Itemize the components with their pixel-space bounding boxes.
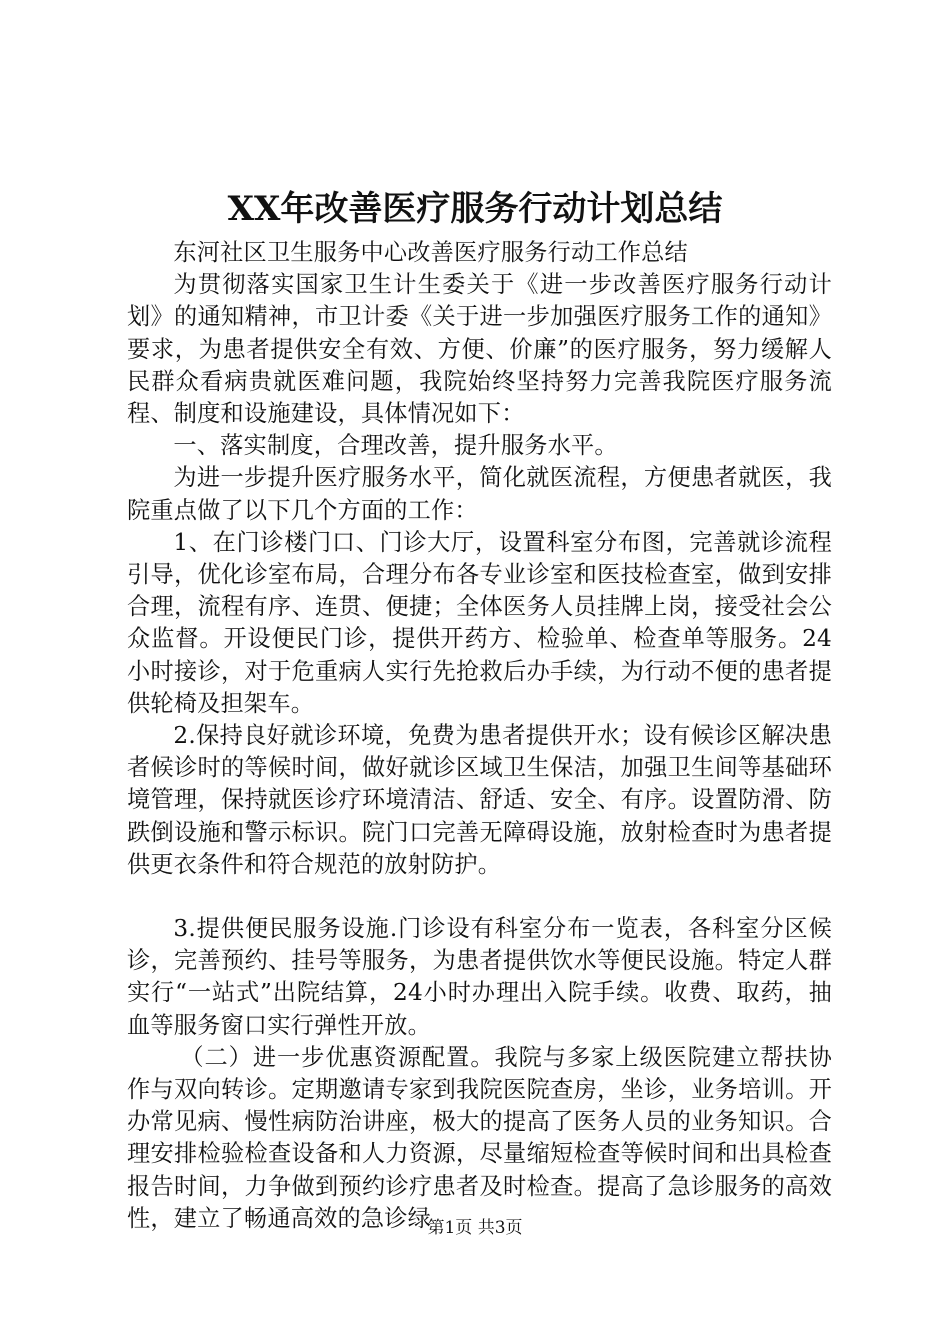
paragraph-section-heading: 一、落实制度，合理改善，提升服务水平。 — [173, 432, 618, 460]
document-body — [127, 237, 832, 1235]
document-title: XX年改善医疗服务行动计划总结 — [227, 189, 723, 229]
paragraph-subsection-2: （二）进一步优惠资源配置。我院与多家上级医院建立帮扶协作与双向转诊。定期邀请专家到我院医院查房，坐诊，业务培训。开办常见病、慢性病防治讲座，极大的提高了医务人员的业务知识。合理安排检验检查设备和人力资源，尽量缩短检查等候时间和出具检查报告时间，力争做到预约诊疗患者及时检查。提高了急诊服务的高效性，建立了畅通高效的急诊绿 — [127, 1043, 832, 1232]
paragraph-subtitle: 东河社区卫生服务中心改善医疗服务行动工作总结 — [173, 239, 688, 266]
paragraph-intro: 为贯彻落实国家卫生计生委关于《进一步改善医疗服务行动计划》的通知精神，市卫计委《关于进一步加强医疗服务工作的通知》要求，为患者提供安全有效、方便、价廉”的医疗服务，努力缓解人民群众看病贵就医难问题，我院始终坚持努力完善我院医疗服务流程、制度和设施建设，具体情况如下： — [127, 271, 832, 428]
page-footer: 第1页 共3页 — [427, 1218, 523, 1238]
paragraph-item-1: 1、在门诊楼门口、门诊大厅，设置科室分布图，完善就诊流程引导，优化诊室布局，合理分布各专业诊室和医技检查室，做到安排合理，流程有序、连贯、便捷；全体医务人员挂牌上岗，接受社会公众监督。开设便民门诊，提供开药方、检验单、检查单等服务。24小时接诊，对于危重病人实行先抢救后办手续，为行动不便的患者提供轮椅及担架车。 — [127, 528, 832, 717]
paragraph-item-3: 3.提供便民服务设施.门诊设有科室分布一览表，各科室分区候诊，完善预约、挂号等服务，为患者提供饮水等便民设施。特定人群实行“一站式”出院结算，24小时办理出入院手续。收费、取药，抽血等服务窗口实行弹性开放。 — [127, 915, 832, 1039]
paragraph-section-intro: 为进一步提升医疗服务水平，简化就医流程，方便患者就医，我院重点做了以下几个方面的工作： — [127, 464, 832, 524]
paragraph-item-2: 2.保持良好就诊环境，免费为患者提供开水；设有候诊区解决患者候诊时的等候时间，做好就诊区域卫生保洁，加强卫生间等基础环境管理，保持就医诊疗环境清洁、舒适、安全、有序。设置防滑、防跌倒设施和警示标识。院门口完善无障碍设施，放射检查时为患者提供更衣条件和符合规范的放射防护。 — [127, 722, 832, 878]
